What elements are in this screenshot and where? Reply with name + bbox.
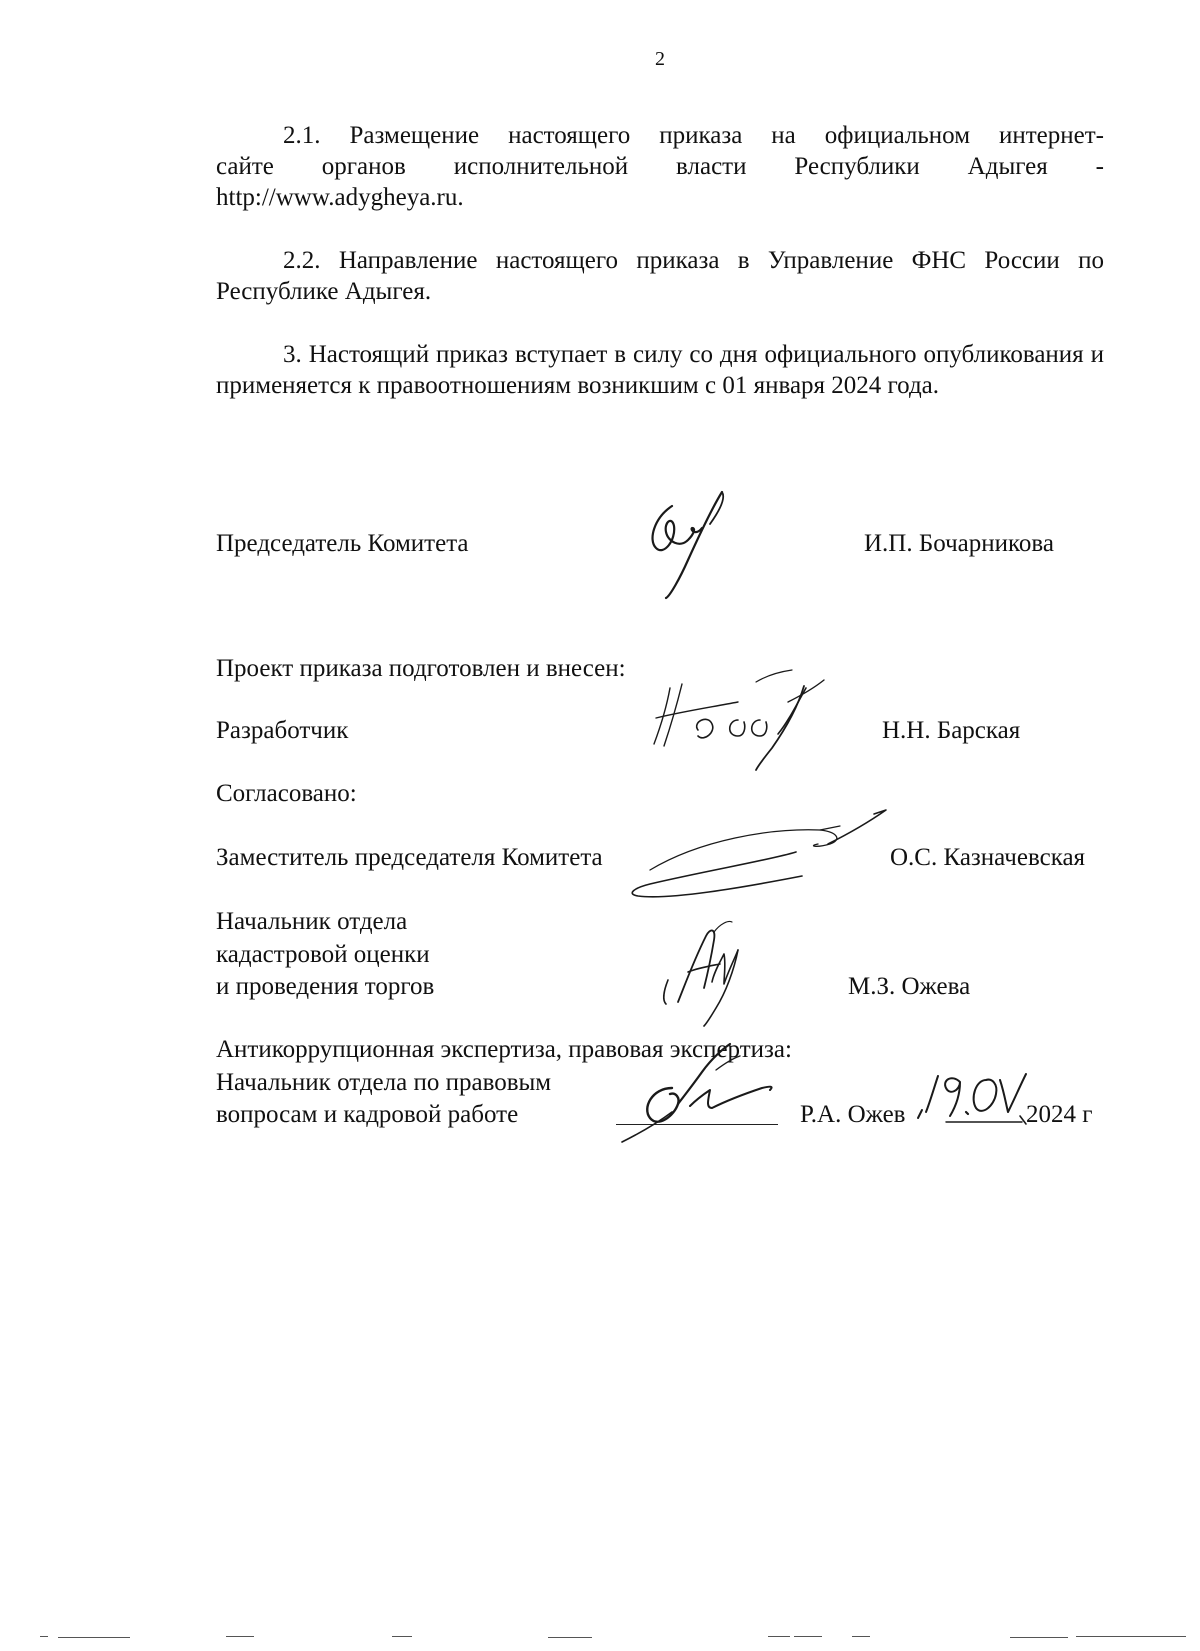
chairman-name: И.П. Бочарникова bbox=[864, 530, 1054, 557]
scan-artifact bbox=[852, 1636, 870, 1637]
paragraph-2-1-line-2: сайте органов исполнительной власти Республики Адыгея - bbox=[216, 153, 1104, 180]
scan-artifact bbox=[548, 1637, 592, 1638]
project-intro: Проект приказа подготовлен и внесен: bbox=[216, 655, 626, 682]
expertise-title-line-1: Начальник отдела по правовым bbox=[216, 1069, 552, 1096]
deputy-signature bbox=[590, 800, 900, 910]
scan-artifact bbox=[58, 1637, 130, 1638]
paragraph-2-1 bbox=[216, 120, 1104, 213]
head-name: М.З. Ожева bbox=[848, 973, 971, 1000]
head-title-line-1: Начальник отдела bbox=[216, 908, 408, 935]
developer-signature bbox=[648, 662, 828, 774]
deputy-name: О.С. Казначевская bbox=[890, 844, 1086, 871]
page-number: 2 bbox=[655, 48, 665, 70]
expertise-title-line-2: вопросам и кадровой работе bbox=[216, 1101, 519, 1128]
deputy-title: Заместитель председателя Комитета bbox=[216, 844, 603, 871]
handwritten-date bbox=[916, 1068, 1032, 1132]
expertise-signature bbox=[612, 1042, 782, 1146]
agreed-label: Согласовано: bbox=[216, 780, 357, 807]
head-title-line-2: кадастровой оценки bbox=[216, 941, 430, 968]
scan-artifact bbox=[768, 1636, 790, 1637]
paragraph-2-1-line-3: http://www.adygheya.ru. bbox=[216, 184, 464, 211]
expertise-name: Р.А. Ожев bbox=[800, 1101, 906, 1128]
paragraph-2-1-line-1: 2.1. Размещение настоящего приказа на официальном интернет- bbox=[283, 122, 1104, 149]
developer-name: Н.Н. Барская bbox=[882, 717, 1021, 744]
scan-artifact bbox=[226, 1636, 254, 1637]
chairman-title: Председатель Комитета bbox=[216, 530, 469, 557]
scan-artifact bbox=[1076, 1636, 1186, 1637]
scan-artifact bbox=[1010, 1637, 1068, 1638]
head-signature bbox=[654, 912, 764, 1028]
chairman-signature bbox=[636, 488, 736, 600]
scan-artifact bbox=[794, 1636, 822, 1637]
head-title-line-3: и проведения торгов bbox=[216, 973, 435, 1000]
paragraph-2-2: 2.2. Направление настоящего приказа в Управление ФНС России по Республике Адыгея. bbox=[216, 247, 1104, 305]
scan-artifact bbox=[40, 1636, 48, 1637]
scan-artifact bbox=[392, 1636, 412, 1637]
expertise-year: 2024 г bbox=[1026, 1101, 1093, 1128]
expertise-heading: Антикоррупционная экспертиза, правовая экспертиза: bbox=[216, 1036, 792, 1063]
developer-title: Разработчик bbox=[216, 717, 349, 744]
paragraph-3: 3. Настоящий приказ вступает в силу со дня официального опубликования и применяется к правоотношениям возникшим с 01 января 2024 года. bbox=[216, 341, 1104, 399]
